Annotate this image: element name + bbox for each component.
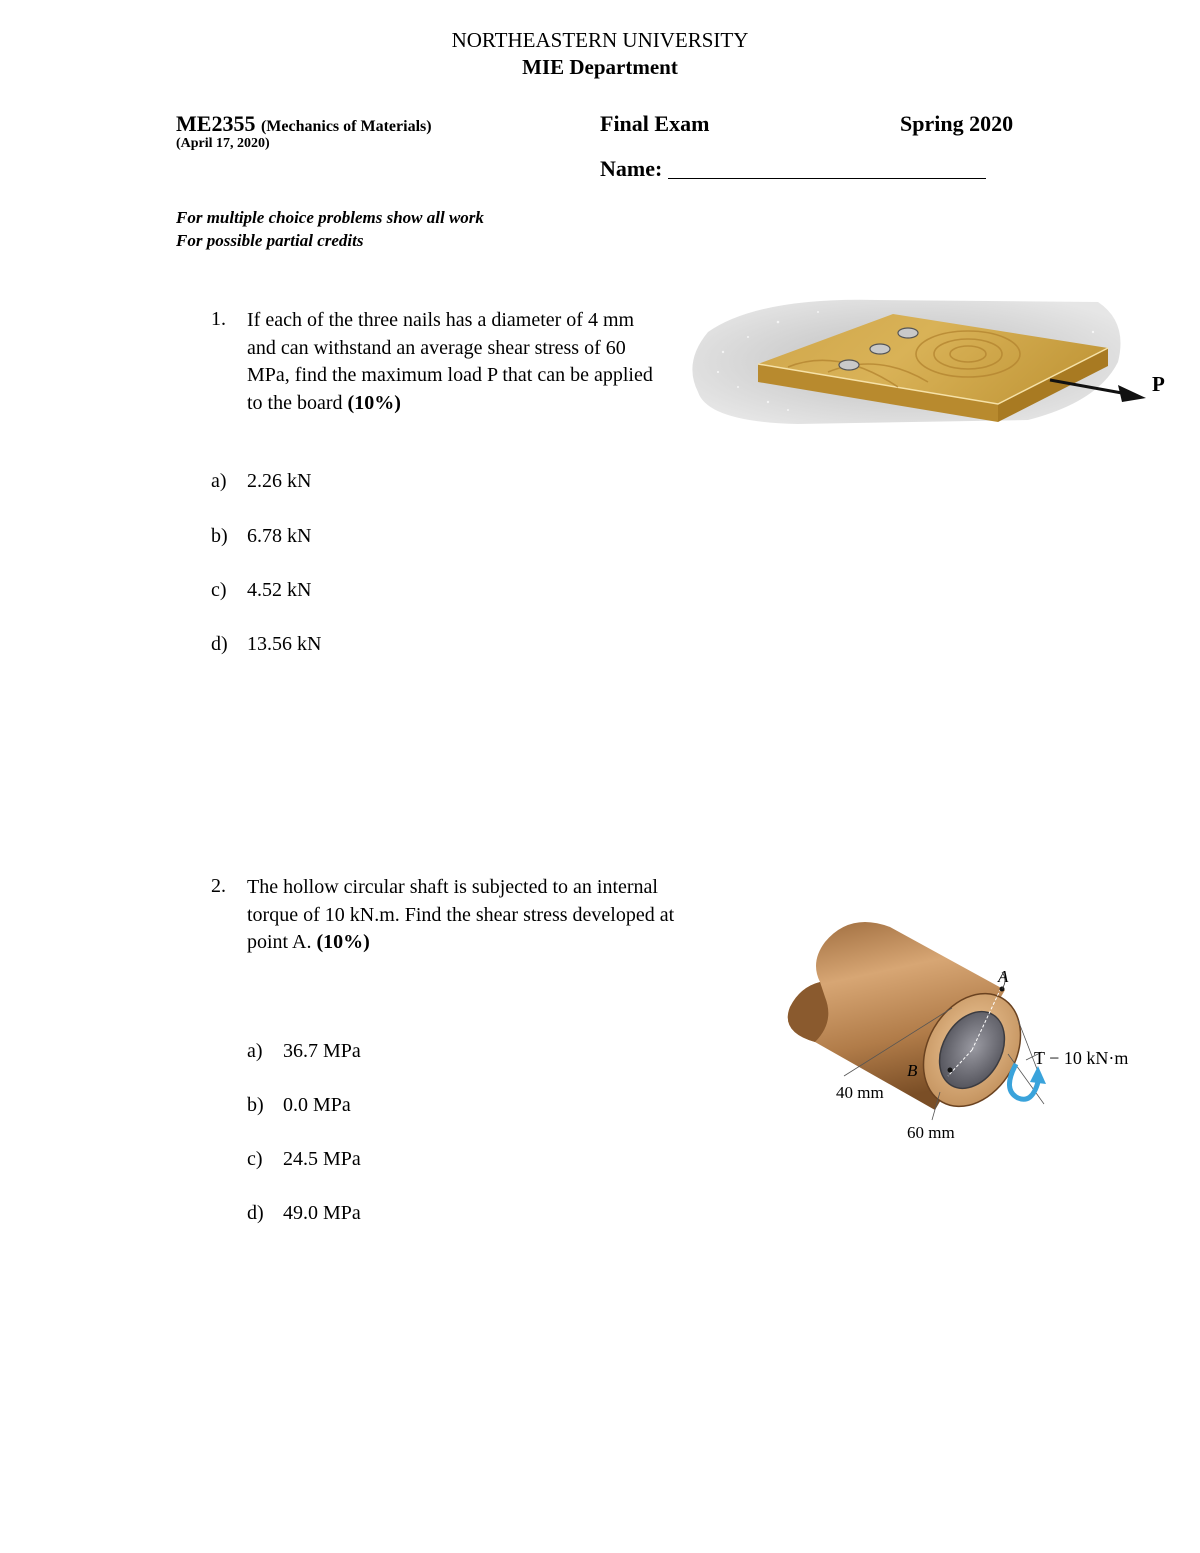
instruction-line-2: For possible partial credits [176, 231, 364, 250]
instruction-line-1: For multiple choice problems show all work [176, 208, 484, 227]
shaft-left-end [788, 982, 829, 1042]
load-arrow-head [1118, 385, 1146, 402]
question-1-body: If each of the three nails has a diameter of 4 mm and can withstand an average shear stress of 60 MPa, find the maximum load P that can be applied to the board [247, 309, 653, 414]
question-1-points: (10%) [347, 391, 401, 414]
inner-diameter-label: 40 mm [836, 1083, 884, 1102]
q1-option-d-letter: d) [211, 633, 228, 655]
q2-option-b-letter: b) [247, 1094, 264, 1116]
q2-option-a-letter: a) [247, 1040, 263, 1062]
question-2-body: The hollow circular shaft is subjected to an internal torque of 10 kN.m. Find the shear stress developed at point A. [247, 876, 675, 953]
nail-head-1 [898, 328, 918, 338]
question-2-text [247, 874, 677, 957]
q2-option-b-value: 0.0 MPa [283, 1094, 351, 1116]
point-b-label: B [907, 1061, 918, 1080]
shaft-figure [780, 912, 1155, 1147]
q1-option-c-value: 4.52 kN [247, 579, 312, 601]
board-figure [678, 292, 1170, 432]
name-label: Name: [600, 156, 663, 181]
department-title: MIE Department [522, 55, 678, 79]
outer-diameter-label: 60 mm [907, 1123, 955, 1142]
course-title [176, 111, 432, 137]
q2-option-c-letter: c) [247, 1148, 263, 1170]
nail-head-2 [870, 344, 890, 354]
q2-option-d-letter: d) [247, 1202, 264, 1224]
q1-option-a-value: 2.26 kN [247, 470, 312, 492]
point-b-marker [948, 1068, 953, 1073]
question-1-number: 1. [211, 308, 226, 330]
course-name: (Mechanics of Materials) [260, 118, 432, 135]
q2-option-c-value: 24.5 MPa [283, 1148, 361, 1170]
exam-type: Final Exam [600, 111, 710, 136]
course-code: ME2355 [176, 111, 261, 136]
point-a-label: A [998, 967, 1009, 986]
load-label: P [1152, 372, 1165, 396]
question-2-points: (10%) [316, 931, 370, 953]
q2-option-d-value: 49.0 MPa [283, 1202, 361, 1224]
torque-arrow-head [1030, 1066, 1046, 1084]
exam-term: Spring 2020 [900, 111, 1014, 136]
q1-option-a-letter: a) [211, 470, 227, 492]
university-title: NORTHEASTERN UNIVERSITY [451, 28, 749, 52]
question-2-number: 2. [211, 875, 226, 897]
question-1-text [247, 307, 667, 417]
exam-date: (April 17, 2020) [176, 136, 270, 151]
q2-option-a-value: 36.7 MPa [283, 1040, 361, 1062]
q1-option-b-value: 6.78 kN [247, 525, 312, 547]
q1-option-b-letter: b) [211, 525, 228, 547]
q1-option-d-value: 13.56 kN [247, 633, 322, 655]
q1-option-c-letter: c) [211, 579, 227, 601]
nail-head-3 [839, 360, 859, 370]
name-field-line[interactable] [668, 178, 986, 179]
torque-label: T − 10 kN·m [1034, 1048, 1129, 1068]
